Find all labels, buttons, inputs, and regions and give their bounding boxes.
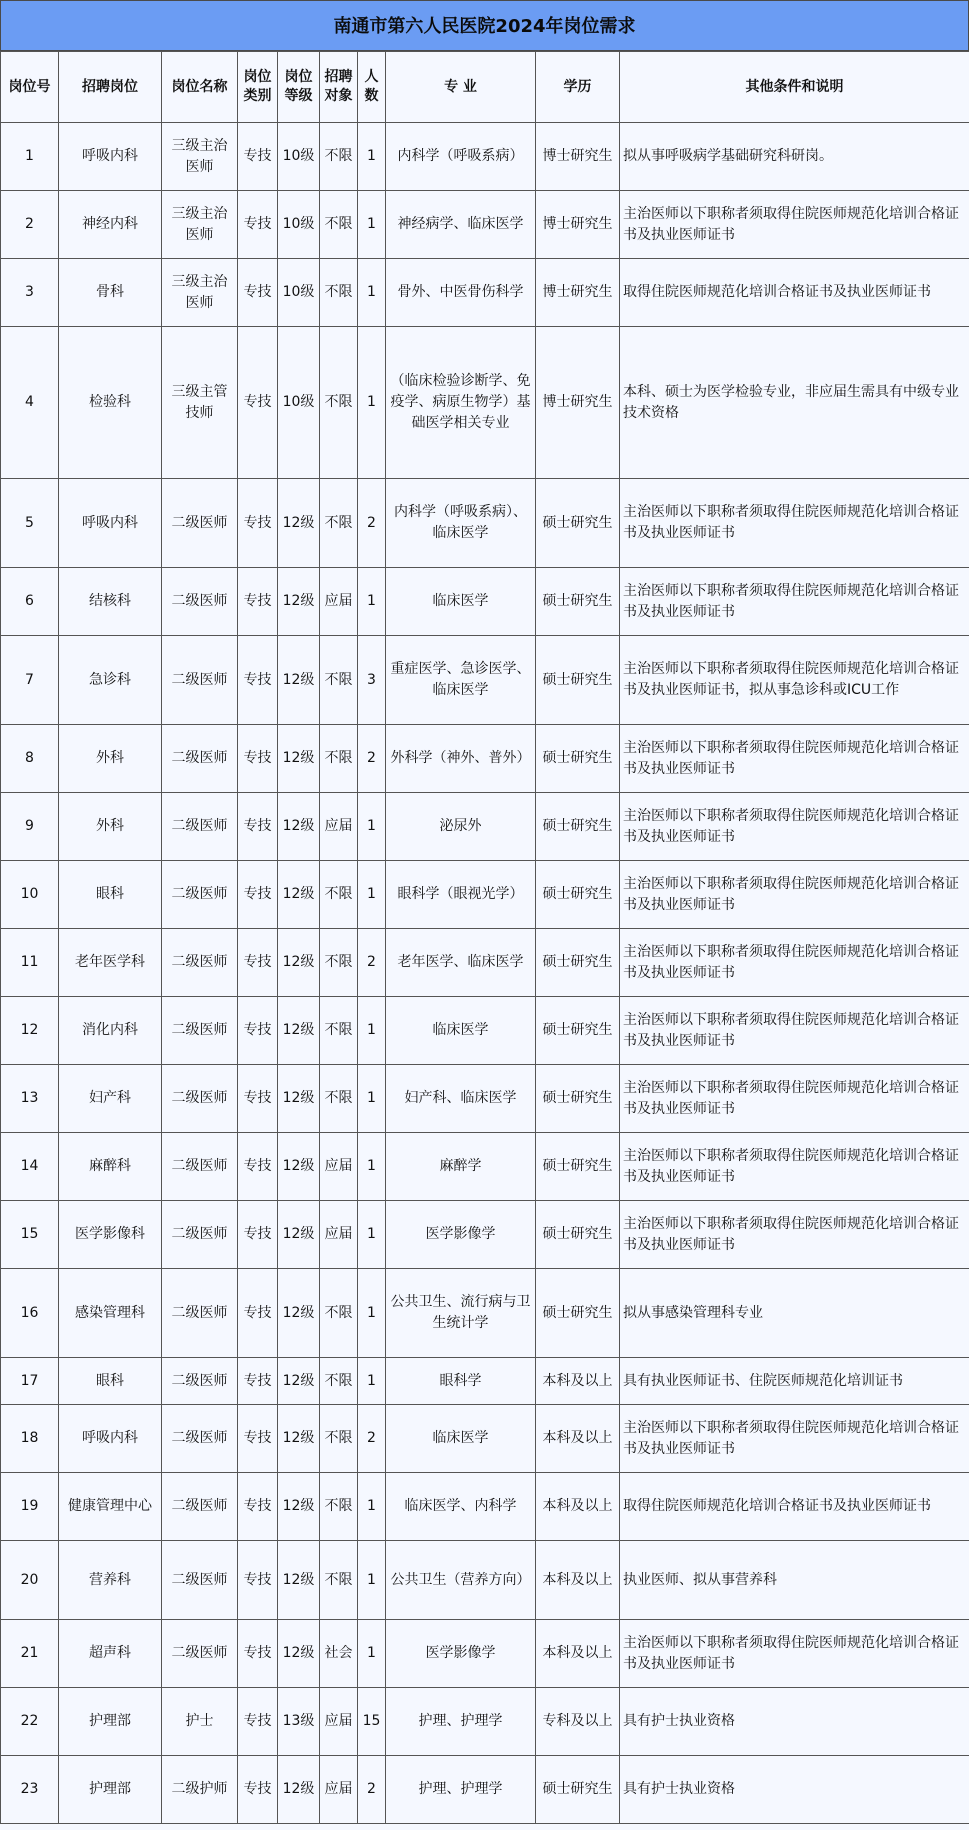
conditions-note-cell: 主治医师以下职称者须取得住院医师规范化培训合格证书及执业医师证书 — [620, 191, 969, 259]
table-header-row — [1, 52, 969, 123]
education-cell: 本科及以上 — [536, 1620, 620, 1688]
post-title-cell: 二级医师 — [162, 1269, 238, 1358]
post-category-cell: 专技 — [238, 997, 278, 1065]
conditions-note-cell: 具有护士执业资格 — [620, 1688, 969, 1756]
recruit-target-cell: 不限 — [320, 861, 358, 929]
header-cell: 学历 — [536, 52, 620, 123]
education-cell: 硕士研究生 — [536, 568, 620, 636]
conditions-note-cell: 本科、硕士为医学检验专业，非应届生需具有中级专业技术资格 — [620, 327, 969, 479]
header-cell: 招聘岗位 — [59, 52, 162, 123]
recruit-target-cell: 应届 — [320, 1756, 358, 1824]
major-cell: （临床检验诊断学、免疫学、病原生物学）基础医学相关专业 — [386, 327, 536, 479]
post-title-cell: 二级医师 — [162, 568, 238, 636]
recruit-department-cell: 急诊科 — [59, 636, 162, 725]
education-cell: 本科及以上 — [536, 1358, 620, 1405]
header-cell: 岗位类别 — [238, 52, 278, 123]
table-row — [1, 1269, 969, 1358]
post-level-cell: 10级 — [278, 123, 320, 191]
recruit-department-cell: 神经内科 — [59, 191, 162, 259]
major-cell: 医学影像学 — [386, 1201, 536, 1269]
post-number-cell: 22 — [1, 1688, 59, 1756]
post-title-cell: 三级主管技师 — [162, 327, 238, 479]
post-title-cell: 二级医师 — [162, 997, 238, 1065]
recruit-department-cell: 营养科 — [59, 1541, 162, 1620]
post-level-cell: 12级 — [278, 861, 320, 929]
post-level-cell: 12级 — [278, 1133, 320, 1201]
education-cell: 博士研究生 — [536, 123, 620, 191]
education-cell: 博士研究生 — [536, 327, 620, 479]
major-cell: 医学影像学 — [386, 1620, 536, 1688]
recruit-department-cell: 护理部 — [59, 1756, 162, 1824]
headcount-cell: 1 — [358, 1065, 386, 1133]
recruit-target-cell: 应届 — [320, 793, 358, 861]
conditions-note-cell: 主治医师以下职称者须取得住院医师规范化培训合格证书及执业医师证书 — [620, 479, 969, 568]
post-level-cell: 12级 — [278, 1756, 320, 1824]
post-level-cell: 12级 — [278, 1405, 320, 1473]
recruit-target-cell: 应届 — [320, 568, 358, 636]
post-title-cell: 二级医师 — [162, 861, 238, 929]
recruit-target-cell: 不限 — [320, 1269, 358, 1358]
major-cell: 眼科学（眼视光学） — [386, 861, 536, 929]
post-category-cell: 专技 — [238, 1133, 278, 1201]
recruit-target-cell: 不限 — [320, 1473, 358, 1541]
post-level-cell: 12级 — [278, 1269, 320, 1358]
post-level-cell: 12级 — [278, 568, 320, 636]
post-level-cell: 12级 — [278, 479, 320, 568]
recruit-department-cell: 消化内科 — [59, 997, 162, 1065]
page-title: 南通市第六人民医院2024年岗位需求 — [0, 0, 969, 51]
recruit-department-cell: 医学影像科 — [59, 1201, 162, 1269]
table-row — [1, 1688, 969, 1756]
post-title-cell: 二级医师 — [162, 725, 238, 793]
recruit-target-cell: 不限 — [320, 636, 358, 725]
post-category-cell: 专技 — [238, 793, 278, 861]
headcount-cell: 2 — [358, 929, 386, 997]
table-row — [1, 1201, 969, 1269]
post-number-cell: 4 — [1, 327, 59, 479]
post-level-cell: 10级 — [278, 327, 320, 479]
major-cell: 神经病学、临床医学 — [386, 191, 536, 259]
headcount-cell: 2 — [358, 725, 386, 793]
major-cell: 泌尿外 — [386, 793, 536, 861]
post-title-cell: 二级医师 — [162, 1133, 238, 1201]
major-cell: 外科学（神外、普外） — [386, 725, 536, 793]
table-row — [1, 1065, 969, 1133]
education-cell: 硕士研究生 — [536, 997, 620, 1065]
post-number-cell: 2 — [1, 191, 59, 259]
post-level-cell: 12级 — [278, 1358, 320, 1405]
table-row — [1, 1473, 969, 1541]
major-cell: 公共卫生、流行病与卫生统计学 — [386, 1269, 536, 1358]
recruit-department-cell: 呼吸内科 — [59, 1405, 162, 1473]
headcount-cell: 1 — [358, 1541, 386, 1620]
conditions-note-cell: 执业医师、拟从事营养科 — [620, 1541, 969, 1620]
post-category-cell: 专技 — [238, 861, 278, 929]
post-title-cell: 护士 — [162, 1688, 238, 1756]
post-title-cell: 二级医师 — [162, 1201, 238, 1269]
post-category-cell: 专技 — [238, 1405, 278, 1473]
conditions-note-cell: 主治医师以下职称者须取得住院医师规范化培训合格证书及执业医师证书 — [620, 1620, 969, 1688]
table-row — [1, 929, 969, 997]
recruit-target-cell: 不限 — [320, 1405, 358, 1473]
header-cell: 人数 — [358, 52, 386, 123]
recruit-department-cell: 呼吸内科 — [59, 479, 162, 568]
post-category-cell: 专技 — [238, 1756, 278, 1824]
post-number-cell: 1 — [1, 123, 59, 191]
post-number-cell: 15 — [1, 1201, 59, 1269]
table-row — [1, 191, 969, 259]
post-level-cell: 12级 — [278, 1065, 320, 1133]
major-cell: 临床医学 — [386, 1405, 536, 1473]
table-row — [1, 479, 969, 568]
post-category-cell: 专技 — [238, 123, 278, 191]
education-cell: 本科及以上 — [536, 1541, 620, 1620]
recruit-target-cell: 不限 — [320, 479, 358, 568]
conditions-note-cell: 主治医师以下职称者须取得住院医师规范化培训合格证书及执业医师证书 — [620, 725, 969, 793]
post-category-cell: 专技 — [238, 259, 278, 327]
header-cell: 岗位等级 — [278, 52, 320, 123]
post-number-cell: 7 — [1, 636, 59, 725]
table-row — [1, 1541, 969, 1620]
headcount-cell: 1 — [358, 1358, 386, 1405]
headcount-cell: 1 — [358, 997, 386, 1065]
major-cell: 眼科学 — [386, 1358, 536, 1405]
header-cell: 岗位名称 — [162, 52, 238, 123]
headcount-cell: 15 — [358, 1688, 386, 1756]
post-category-cell: 专技 — [238, 327, 278, 479]
table-row — [1, 1620, 969, 1688]
headcount-cell: 1 — [358, 327, 386, 479]
post-category-cell: 专技 — [238, 191, 278, 259]
conditions-note-cell: 取得住院医师规范化培训合格证书及执业医师证书 — [620, 1473, 969, 1541]
major-cell: 老年医学、临床医学 — [386, 929, 536, 997]
recruit-target-cell: 不限 — [320, 259, 358, 327]
header-cell: 其他条件和说明 — [620, 52, 969, 123]
headcount-cell: 1 — [358, 793, 386, 861]
headcount-cell: 1 — [358, 1620, 386, 1688]
headcount-cell: 1 — [358, 861, 386, 929]
post-title-cell: 二级医师 — [162, 1065, 238, 1133]
post-title-cell: 二级医师 — [162, 636, 238, 725]
table-row — [1, 1405, 969, 1473]
post-category-cell: 专技 — [238, 1473, 278, 1541]
post-title-cell: 三级主治医师 — [162, 259, 238, 327]
recruit-department-cell: 结核科 — [59, 568, 162, 636]
post-number-cell: 11 — [1, 929, 59, 997]
post-level-cell: 10级 — [278, 191, 320, 259]
education-cell: 本科及以上 — [536, 1405, 620, 1473]
conditions-note-cell: 主治医师以下职称者须取得住院医师规范化培训合格证书及执业医师证书 — [620, 1133, 969, 1201]
headcount-cell: 1 — [358, 259, 386, 327]
recruit-target-cell: 不限 — [320, 1065, 358, 1133]
table-row — [1, 259, 969, 327]
education-cell: 硕士研究生 — [536, 725, 620, 793]
post-category-cell: 专技 — [238, 1358, 278, 1405]
post-level-cell: 12级 — [278, 1620, 320, 1688]
headcount-cell: 2 — [358, 1756, 386, 1824]
post-number-cell: 3 — [1, 259, 59, 327]
post-number-cell: 21 — [1, 1620, 59, 1688]
post-number-cell: 16 — [1, 1269, 59, 1358]
post-category-cell: 专技 — [238, 636, 278, 725]
headcount-cell: 1 — [358, 191, 386, 259]
recruit-department-cell: 眼科 — [59, 861, 162, 929]
post-title-cell: 二级医师 — [162, 793, 238, 861]
post-title-cell: 二级医师 — [162, 929, 238, 997]
table-row — [1, 123, 969, 191]
recruit-department-cell: 骨科 — [59, 259, 162, 327]
education-cell: 硕士研究生 — [536, 1133, 620, 1201]
table-row — [1, 568, 969, 636]
headcount-cell: 2 — [358, 1405, 386, 1473]
post-number-cell: 13 — [1, 1065, 59, 1133]
major-cell: 临床医学、内科学 — [386, 1473, 536, 1541]
conditions-note-cell: 主治医师以下职称者须取得住院医师规范化培训合格证书及执业医师证书 — [620, 1065, 969, 1133]
conditions-note-cell: 主治医师以下职称者须取得住院医师规范化培训合格证书及执业医师证书 — [620, 1201, 969, 1269]
recruit-department-cell: 超声科 — [59, 1620, 162, 1688]
major-cell: 护理、护理学 — [386, 1688, 536, 1756]
conditions-note-cell: 取得住院医师规范化培训合格证书及执业医师证书 — [620, 259, 969, 327]
recruit-target-cell: 不限 — [320, 929, 358, 997]
education-cell: 硕士研究生 — [536, 1201, 620, 1269]
post-number-cell: 8 — [1, 725, 59, 793]
post-level-cell: 12级 — [278, 929, 320, 997]
conditions-note-cell: 拟从事感染管理科专业 — [620, 1269, 969, 1358]
post-level-cell: 12级 — [278, 1541, 320, 1620]
major-cell: 公共卫生（营养方向） — [386, 1541, 536, 1620]
recruit-department-cell: 眼科 — [59, 1358, 162, 1405]
major-cell: 麻醉学 — [386, 1133, 536, 1201]
table-row — [1, 861, 969, 929]
post-category-cell: 专技 — [238, 929, 278, 997]
post-number-cell: 17 — [1, 1358, 59, 1405]
recruit-target-cell: 应届 — [320, 1201, 358, 1269]
education-cell: 硕士研究生 — [536, 479, 620, 568]
recruit-department-cell: 外科 — [59, 725, 162, 793]
education-cell: 专科及以上 — [536, 1688, 620, 1756]
recruit-target-cell: 社会 — [320, 1620, 358, 1688]
post-category-cell: 专技 — [238, 725, 278, 793]
education-cell: 博士研究生 — [536, 191, 620, 259]
post-title-cell: 三级主治医师 — [162, 123, 238, 191]
education-cell: 硕士研究生 — [536, 1065, 620, 1133]
conditions-note-cell: 主治医师以下职称者须取得住院医师规范化培训合格证书及执业医师证书 — [620, 997, 969, 1065]
post-title-cell: 二级医师 — [162, 1473, 238, 1541]
post-number-cell: 9 — [1, 793, 59, 861]
recruit-target-cell: 不限 — [320, 191, 358, 259]
positions-table — [0, 51, 969, 1824]
post-number-cell: 19 — [1, 1473, 59, 1541]
header-cell: 招聘对象 — [320, 52, 358, 123]
post-level-cell: 12级 — [278, 1201, 320, 1269]
education-cell: 博士研究生 — [536, 259, 620, 327]
post-level-cell: 10级 — [278, 259, 320, 327]
post-number-cell: 5 — [1, 479, 59, 568]
major-cell: 妇产科、临床医学 — [386, 1065, 536, 1133]
headcount-cell: 1 — [358, 1201, 386, 1269]
post-category-cell: 专技 — [238, 1201, 278, 1269]
conditions-note-cell: 主治医师以下职称者须取得住院医师规范化培训合格证书及执业医师证书 — [620, 861, 969, 929]
post-title-cell: 二级护师 — [162, 1756, 238, 1824]
header-cell: 岗位号 — [1, 52, 59, 123]
recruit-target-cell: 不限 — [320, 997, 358, 1065]
post-number-cell: 20 — [1, 1541, 59, 1620]
post-number-cell: 10 — [1, 861, 59, 929]
conditions-note-cell: 主治医师以下职称者须取得住院医师规范化培训合格证书及执业医师证书 — [620, 929, 969, 997]
post-title-cell: 二级医师 — [162, 1541, 238, 1620]
post-level-cell: 12级 — [278, 636, 320, 725]
post-level-cell: 12级 — [278, 997, 320, 1065]
education-cell: 硕士研究生 — [536, 636, 620, 725]
recruit-department-cell: 检验科 — [59, 327, 162, 479]
post-title-cell: 三级主治医师 — [162, 191, 238, 259]
header-cell: 专 业 — [386, 52, 536, 123]
table-row — [1, 327, 969, 479]
post-level-cell: 13级 — [278, 1688, 320, 1756]
recruit-department-cell: 护理部 — [59, 1688, 162, 1756]
post-category-cell: 专技 — [238, 1541, 278, 1620]
recruit-department-cell: 老年医学科 — [59, 929, 162, 997]
post-title-cell: 二级医师 — [162, 479, 238, 568]
conditions-note-cell: 主治医师以下职称者须取得住院医师规范化培训合格证书及执业医师证书 — [620, 1405, 969, 1473]
post-category-cell: 专技 — [238, 1269, 278, 1358]
post-number-cell: 18 — [1, 1405, 59, 1473]
conditions-note-cell: 具有执业医师证书、住院医师规范化培训证书 — [620, 1358, 969, 1405]
headcount-cell: 1 — [358, 1133, 386, 1201]
headcount-cell: 1 — [358, 1269, 386, 1358]
post-category-cell: 专技 — [238, 1688, 278, 1756]
education-cell: 硕士研究生 — [536, 1756, 620, 1824]
education-cell: 硕士研究生 — [536, 861, 620, 929]
recruit-target-cell: 应届 — [320, 1133, 358, 1201]
recruit-department-cell: 感染管理科 — [59, 1269, 162, 1358]
post-number-cell: 14 — [1, 1133, 59, 1201]
conditions-note-cell: 拟从事呼吸病学基础研究科研岗。 — [620, 123, 969, 191]
headcount-cell: 2 — [358, 479, 386, 568]
post-title-cell: 二级医师 — [162, 1620, 238, 1688]
recruit-target-cell: 不限 — [320, 1358, 358, 1405]
headcount-cell: 3 — [358, 636, 386, 725]
major-cell: 骨外、中医骨伤科学 — [386, 259, 536, 327]
table-row — [1, 1756, 969, 1824]
major-cell: 临床医学 — [386, 997, 536, 1065]
recruit-target-cell: 不限 — [320, 1541, 358, 1620]
recruit-department-cell: 呼吸内科 — [59, 123, 162, 191]
table-row — [1, 793, 969, 861]
education-cell: 硕士研究生 — [536, 793, 620, 861]
post-number-cell: 23 — [1, 1756, 59, 1824]
post-level-cell: 12级 — [278, 1473, 320, 1541]
post-category-cell: 专技 — [238, 1620, 278, 1688]
post-category-cell: 专技 — [238, 1065, 278, 1133]
headcount-cell: 1 — [358, 1473, 386, 1541]
table-row — [1, 636, 969, 725]
conditions-note-cell: 主治医师以下职称者须取得住院医师规范化培训合格证书及执业医师证书 — [620, 568, 969, 636]
education-cell: 硕士研究生 — [536, 929, 620, 997]
table-row — [1, 725, 969, 793]
major-cell: 重症医学、急诊医学、临床医学 — [386, 636, 536, 725]
major-cell: 内科学（呼吸系病）、临床医学 — [386, 479, 536, 568]
table-row — [1, 1358, 969, 1405]
table-row — [1, 1133, 969, 1201]
conditions-note-cell: 主治医师以下职称者须取得住院医师规范化培训合格证书及执业医师证书 — [620, 793, 969, 861]
major-cell: 临床医学 — [386, 568, 536, 636]
post-number-cell: 6 — [1, 568, 59, 636]
post-title-cell: 二级医师 — [162, 1358, 238, 1405]
major-cell: 护理、护理学 — [386, 1756, 536, 1824]
post-level-cell: 12级 — [278, 793, 320, 861]
recruit-target-cell: 不限 — [320, 123, 358, 191]
post-number-cell: 12 — [1, 997, 59, 1065]
headcount-cell: 1 — [358, 123, 386, 191]
post-category-cell: 专技 — [238, 568, 278, 636]
post-level-cell: 12级 — [278, 725, 320, 793]
education-cell: 硕士研究生 — [536, 1269, 620, 1358]
recruit-department-cell: 外科 — [59, 793, 162, 861]
table-body — [1, 123, 969, 1824]
recruit-department-cell: 健康管理中心 — [59, 1473, 162, 1541]
post-category-cell: 专技 — [238, 479, 278, 568]
major-cell: 内科学（呼吸系病） — [386, 123, 536, 191]
conditions-note-cell: 主治医师以下职称者须取得住院医师规范化培训合格证书及执业医师证书，拟从事急诊科或ICU工作 — [620, 636, 969, 725]
headcount-cell: 1 — [358, 568, 386, 636]
post-title-cell: 二级医师 — [162, 1405, 238, 1473]
recruit-target-cell: 不限 — [320, 327, 358, 479]
education-cell: 本科及以上 — [536, 1473, 620, 1541]
recruit-target-cell: 应届 — [320, 1688, 358, 1756]
recruit-target-cell: 不限 — [320, 725, 358, 793]
table-row — [1, 997, 969, 1065]
recruit-department-cell: 麻醉科 — [59, 1133, 162, 1201]
recruit-department-cell: 妇产科 — [59, 1065, 162, 1133]
conditions-note-cell: 具有护士执业资格 — [620, 1756, 969, 1824]
